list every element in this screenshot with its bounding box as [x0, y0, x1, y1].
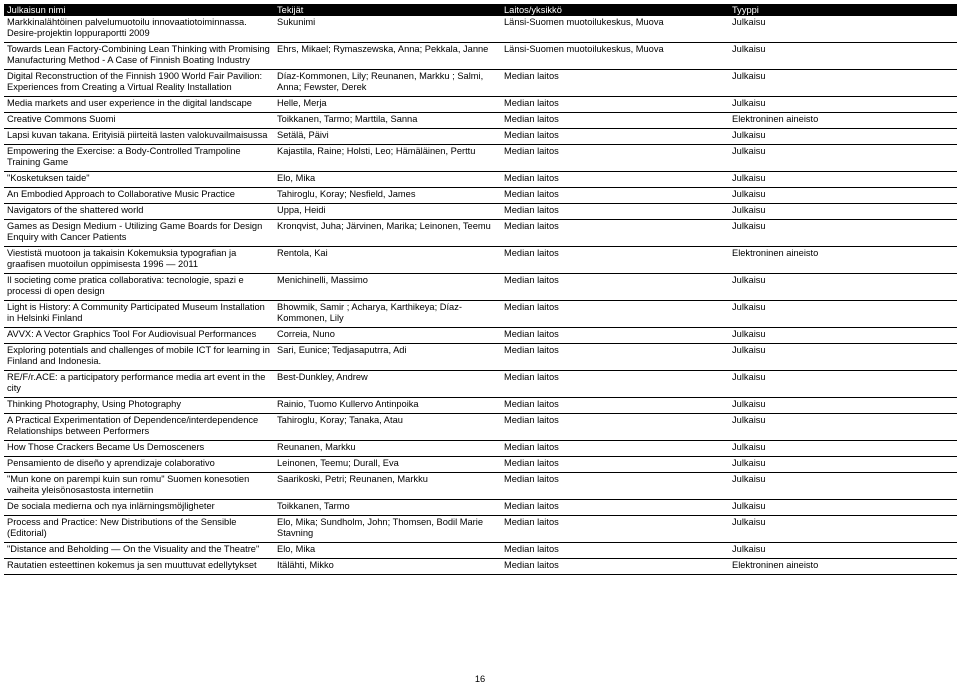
cell-type: Julkaisu — [732, 130, 766, 140]
cell-department: Median laitos — [504, 302, 559, 312]
header-type: Tyyppi — [729, 4, 957, 16]
cell-department: Median laitos — [504, 442, 559, 452]
cell-department: Median laitos — [504, 345, 559, 355]
cell-authors: Correia, Nuno — [277, 329, 335, 339]
cell-authors: Setälä, Päivi — [277, 130, 329, 140]
cell-department: Median laitos — [504, 146, 559, 156]
cell-authors: Kajastila, Raine; Holsti, Leo; Hämäläinen, Perttu — [277, 146, 476, 156]
cell-type: Julkaisu — [732, 544, 766, 554]
cell-department: Median laitos — [504, 560, 559, 570]
cell-authors: Tahiroglu, Koray; Tanaka, Atau — [277, 415, 403, 425]
cell-type: Julkaisu — [732, 189, 766, 199]
cell-authors: Elo, Mika — [277, 173, 316, 183]
cell-type: Julkaisu — [732, 415, 766, 425]
table-row — [4, 414, 957, 441]
cell-department: Median laitos — [504, 501, 559, 511]
cell-type: Julkaisu — [732, 345, 766, 355]
cell-type: Julkaisu — [732, 173, 766, 183]
cell-title: De sociala medierna och nya inlärningsmöjligheter — [7, 501, 215, 511]
cell-department: Median laitos — [504, 544, 559, 554]
table-row — [4, 398, 957, 414]
page-number: 16 — [474, 674, 486, 684]
table-row — [4, 344, 957, 371]
cell-authors: Bhowmik, Samir ; Acharya, Karthikeya; Díaz-Kommonen, Lily — [277, 302, 462, 323]
cell-department: Median laitos — [504, 189, 559, 199]
table-row — [4, 43, 957, 70]
cell-title: RE/F/r.ACE: a participatory performance media art event in the city — [7, 372, 266, 393]
cell-type: Julkaisu — [732, 205, 766, 215]
cell-department: Median laitos — [504, 474, 559, 484]
table-row — [4, 543, 957, 559]
header-row — [4, 4, 957, 16]
table-row — [4, 371, 957, 398]
table-row — [4, 328, 957, 344]
cell-title: "Mun kone on parempi kuin sun romu" Suomen konesotien vaiheita yleisönosastosta internetiin — [7, 474, 250, 495]
cell-department: Median laitos — [504, 458, 559, 468]
cell-department: Median laitos — [504, 98, 559, 108]
table-row — [4, 441, 957, 457]
cell-type: Julkaisu — [732, 399, 766, 409]
cell-type: Elektroninen aineisto — [732, 560, 819, 570]
cell-title: Empowering the Exercise: a Body-Controlled Trampoline Training Game — [7, 146, 241, 167]
cell-title: Light is History: A Community Participated Museum Installation in Helsinki Finland — [7, 302, 265, 323]
cell-title: How Those Crackers Became Us Demosceners — [7, 442, 205, 452]
cell-title: Towards Lean Factory-Combining Lean Thinking with Promising Manufacturing Method - A Case of Finnish Boating Industry — [7, 44, 270, 65]
cell-title: Navigators of the shattered world — [7, 205, 144, 215]
cell-authors: Best-Dunkley, Andrew — [277, 372, 368, 382]
table-row — [4, 145, 957, 172]
cell-title: "Kosketuksen taide" — [7, 173, 90, 183]
cell-type: Elektroninen aineisto — [732, 114, 819, 124]
publications-table — [4, 4, 957, 575]
cell-authors: Rentola, Kai — [277, 248, 328, 258]
cell-type: Julkaisu — [732, 17, 766, 27]
cell-title: Thinking Photography, Using Photography — [7, 399, 181, 409]
cell-authors: Elo, Mika; Sundholm, John; Thomsen, Bodil Marie Stavning — [277, 517, 484, 538]
cell-department: Median laitos — [504, 399, 559, 409]
table-row — [4, 129, 957, 145]
cell-department: Median laitos — [504, 205, 559, 215]
cell-authors: Reunanen, Markku — [277, 442, 356, 452]
table-row — [4, 97, 957, 113]
header-title: Julkaisun nimi — [4, 4, 274, 16]
cell-title: Lapsi kuvan takana. Erityisiä piirteitä lasten valokuvailmaisussa — [7, 130, 268, 140]
cell-type: Julkaisu — [732, 329, 766, 339]
table-row — [4, 473, 957, 500]
cell-title: Rautatien esteettinen kokemus ja sen muuttuvat edellytykset — [7, 560, 257, 570]
header-department: Laitos/yksikkö — [501, 4, 729, 16]
cell-title: Digital Reconstruction of the Finnish 1900 World Fair Pavilion: Experiences from Creating a Virtual Reality Installation — [7, 71, 263, 92]
cell-title: Games as Design Medium - Utilizing Game Boards for Design Enquiry with Cancer Patients — [7, 221, 263, 242]
table-row — [4, 172, 957, 188]
cell-title: "Distance and Beholding — On the Visuality and the Theatre" — [7, 544, 260, 554]
cell-authors: Uppa, Heidi — [277, 205, 326, 215]
cell-title: Il societing come pratica collaborativa: tecnologie, spazi e processi di open design — [7, 275, 244, 296]
cell-authors: Helle, Merja — [277, 98, 327, 108]
cell-title: Media markets and user experience in the digital landscape — [7, 98, 252, 108]
cell-department: Median laitos — [504, 71, 559, 81]
cell-type: Julkaisu — [732, 146, 766, 156]
cell-department: Median laitos — [504, 130, 559, 140]
cell-department: Median laitos — [504, 372, 559, 382]
table-row — [4, 301, 957, 328]
cell-authors: Menichinelli, Massimo — [277, 275, 368, 285]
cell-authors: Itälähti, Mikko — [277, 560, 334, 570]
cell-type: Julkaisu — [732, 275, 766, 285]
cell-type: Julkaisu — [732, 44, 766, 54]
table-row — [4, 220, 957, 247]
cell-department: Länsi-Suomen muotoilukeskus, Muova — [504, 17, 664, 27]
cell-type: Elektroninen aineisto — [732, 248, 819, 258]
cell-type: Julkaisu — [732, 517, 766, 527]
cell-type: Julkaisu — [732, 458, 766, 468]
cell-type: Julkaisu — [732, 98, 766, 108]
cell-authors: Toikkanen, Tarmo — [277, 501, 350, 511]
cell-authors: Sukunimi — [277, 17, 316, 27]
cell-type: Julkaisu — [732, 442, 766, 452]
cell-type: Julkaisu — [732, 221, 766, 231]
cell-department: Median laitos — [504, 275, 559, 285]
cell-department: Median laitos — [504, 221, 559, 231]
cell-authors: Tahiroglu, Koray; Nesfield, James — [277, 189, 416, 199]
cell-title: Viestistä muotoon ja takaisin Kokemuksia typografian ja graafisen muotoilun oppimisesta 1996 — 2011 — [7, 248, 237, 269]
cell-title: AVVX: A Vector Graphics Tool For Audiovisual Performances — [7, 329, 257, 339]
table-row — [4, 16, 957, 43]
cell-title: Pensamiento de diseño y aprendizaje colaborativo — [7, 458, 215, 468]
cell-title: Exploring potentials and challenges of mobile ICT for learning in Finland and Indonesia. — [7, 345, 270, 366]
cell-authors: Kronqvist, Juha; Järvinen, Marika; Leinonen, Teemu — [277, 221, 491, 231]
table-row — [4, 70, 957, 97]
cell-type: Julkaisu — [732, 372, 766, 382]
table-row — [4, 247, 957, 274]
cell-authors: Ehrs, Mikael; Rymaszewska, Anna; Pekkala, Janne — [277, 44, 489, 54]
cell-title: Creative Commons Suomi — [7, 114, 116, 124]
cell-title: An Embodied Approach to Collaborative Music Practice — [7, 189, 235, 199]
cell-authors: Saarikoski, Petri; Reunanen, Markku — [277, 474, 428, 484]
cell-department: Median laitos — [504, 329, 559, 339]
table-row — [4, 204, 957, 220]
cell-type: Julkaisu — [732, 501, 766, 511]
cell-type: Julkaisu — [732, 474, 766, 484]
table-row — [4, 113, 957, 129]
header-authors: Tekijät — [274, 4, 501, 16]
cell-department: Median laitos — [504, 415, 559, 425]
cell-authors: Toikkanen, Tarmo; Marttila, Sanna — [277, 114, 418, 124]
cell-title: Process and Practice: New Distributions of the Sensible (Editorial) — [7, 517, 237, 538]
table-row — [4, 500, 957, 516]
cell-title: Markkinalähtöinen palvelumuotoilu innovaatiotoiminnassa. Desire-projektin loppuraportti 2009 — [7, 17, 247, 38]
cell-authors: Díaz-Kommonen, Lily; Reunanen, Markku ; Salmi, Anna; Fewster, Derek — [277, 71, 484, 92]
cell-department: Median laitos — [504, 114, 559, 124]
cell-title: A Practical Experimentation of Dependence/interdependence Relationships between Performers — [7, 415, 259, 436]
table-row — [4, 559, 957, 575]
cell-department: Median laitos — [504, 517, 559, 527]
table-row — [4, 188, 957, 204]
cell-authors: Leinonen, Teemu; Durall, Eva — [277, 458, 399, 468]
table-row — [4, 274, 957, 301]
cell-department: Median laitos — [504, 173, 559, 183]
cell-department: Median laitos — [504, 248, 559, 258]
cell-authors: Rainio, Tuomo Kullervo Antinpoika — [277, 399, 419, 409]
table-row — [4, 516, 957, 543]
cell-department: Länsi-Suomen muotoilukeskus, Muova — [504, 44, 664, 54]
table-row — [4, 457, 957, 473]
cell-authors: Elo, Mika — [277, 544, 316, 554]
cell-authors: Sari, Eunice; Tedjasaputrra, Adi — [277, 345, 407, 355]
cell-type: Julkaisu — [732, 71, 766, 81]
cell-type: Julkaisu — [732, 302, 766, 312]
